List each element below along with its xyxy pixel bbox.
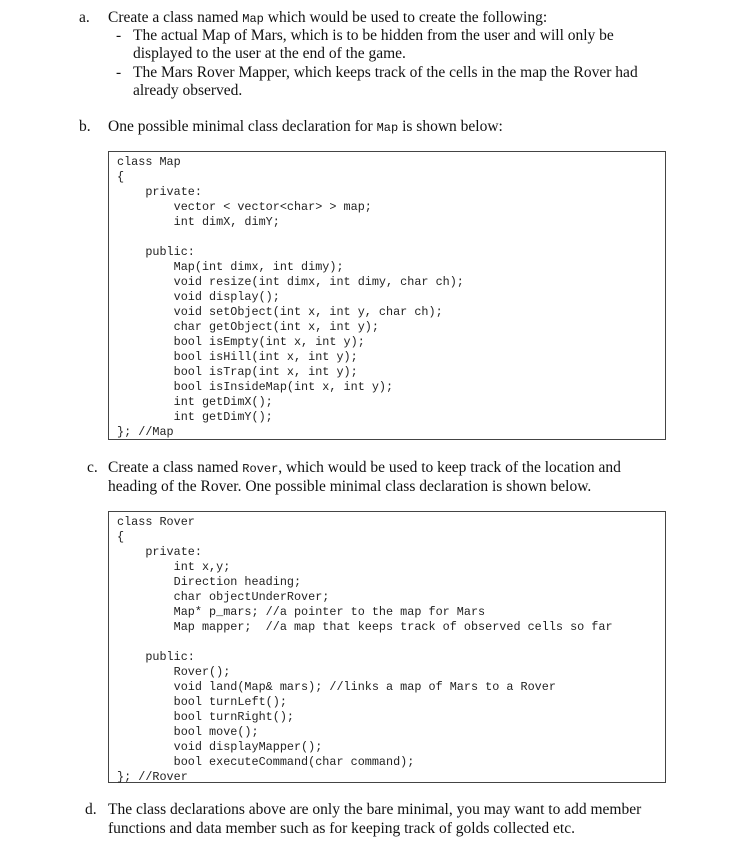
map-code-line: public: <box>117 245 195 259</box>
bullet-1-line-2: displayed to the user at the end of the game. <box>133 45 406 62</box>
rover-code-line: public: <box>117 650 195 664</box>
map-code-line: vector < vector<char> > map; <box>117 200 372 214</box>
section-c-line-1: Create a class named Rover, which would be used to keep track of the location and <box>108 459 621 476</box>
section-d-line-1: The class declarations above are only the bare minimal, you may want to add member <box>108 801 642 818</box>
map-code-line: bool isEmpty(int x, int y); <box>117 335 365 349</box>
map-code-line: Map(int dimx, int dimy); <box>117 260 344 274</box>
bullet-1-line-1: The actual Map of Mars, which is to be hidden from the user and will only be <box>133 27 614 44</box>
section-c-marker: c. <box>87 459 98 476</box>
map-code-line: int getDimY(); <box>117 410 273 424</box>
bullet-marker: - <box>116 64 122 81</box>
rover-code-line: int x,y; <box>117 560 231 574</box>
map-code-line: class Map <box>117 155 181 169</box>
class-name-rover: Rover <box>242 462 279 476</box>
rover-code-line: void land(Map& mars); //links a map of Mars to a Rover <box>117 680 556 694</box>
bullet-2-line-2: already observed. <box>133 82 243 99</box>
rover-code-line: bool executeCommand(char command); <box>117 755 415 769</box>
map-code-line: char getObject(int x, int y); <box>117 320 379 334</box>
section-b-marker: b. <box>79 118 91 135</box>
class-name-map: Map <box>242 12 264 26</box>
rover-code-line: Direction heading; <box>117 575 302 589</box>
rover-code-line: private: <box>117 545 202 559</box>
map-code-line: void resize(int dimx, int dimy, char ch); <box>117 275 464 289</box>
rover-code-line <box>117 635 613 650</box>
rover-code-line: bool turnRight(); <box>117 710 294 724</box>
class-name-map: Map <box>376 121 399 135</box>
map-code-block <box>117 155 464 440</box>
section-b-text: One possible minimal class declaration for Map is shown below: <box>108 118 503 135</box>
rover-code-line: char objectUnderRover; <box>117 590 330 604</box>
rover-code-box <box>108 511 666 783</box>
section-c-line-2: heading of the Rover. One possible minimal class declaration is shown below. <box>108 478 592 495</box>
map-code-box <box>108 151 666 440</box>
rover-code-block <box>117 515 613 785</box>
bullet-marker: - <box>116 27 122 44</box>
map-code-line: private: <box>117 185 202 199</box>
map-code-line: void setObject(int x, int y, char ch); <box>117 305 443 319</box>
map-code-line: void display(); <box>117 290 280 304</box>
rover-code-line: Map mapper; //a map that keeps track of observed cells so far <box>117 620 613 634</box>
map-code-line: int dimX, dimY; <box>117 215 280 229</box>
section-a-intro: Create a class named Map which would be used to create the following: <box>108 9 548 26</box>
map-code-line: bool isInsideMap(int x, int y); <box>117 380 394 394</box>
rover-code-line: Map* p_mars; //a pointer to the map for Mars <box>117 605 486 619</box>
rover-code-line: void displayMapper(); <box>117 740 323 754</box>
rover-code-line: bool turnLeft(); <box>117 695 287 709</box>
rover-code-line: bool move(); <box>117 725 259 739</box>
map-code-line: int getDimX(); <box>117 395 273 409</box>
section-d-line-2: functions and data member such as for keeping track of golds collected etc. <box>108 820 575 837</box>
map-code-line: bool isHill(int x, int y); <box>117 350 358 364</box>
bullet-2-line-1: The Mars Rover Mapper, which keeps track of the cells in the map the Rover had <box>133 64 638 81</box>
section-d-marker: d. <box>85 801 97 818</box>
map-code-line: bool isTrap(int x, int y); <box>117 365 358 379</box>
rover-code-line: class Rover <box>117 515 195 529</box>
rover-code-line: }; //Rover <box>117 770 188 784</box>
map-code-line: }; //Map <box>117 425 174 439</box>
map-code-line: { <box>117 170 125 184</box>
rover-code-line: { <box>117 530 125 544</box>
section-a-marker: a. <box>79 9 90 26</box>
map-code-line <box>117 230 464 245</box>
rover-code-line: Rover(); <box>117 665 231 679</box>
